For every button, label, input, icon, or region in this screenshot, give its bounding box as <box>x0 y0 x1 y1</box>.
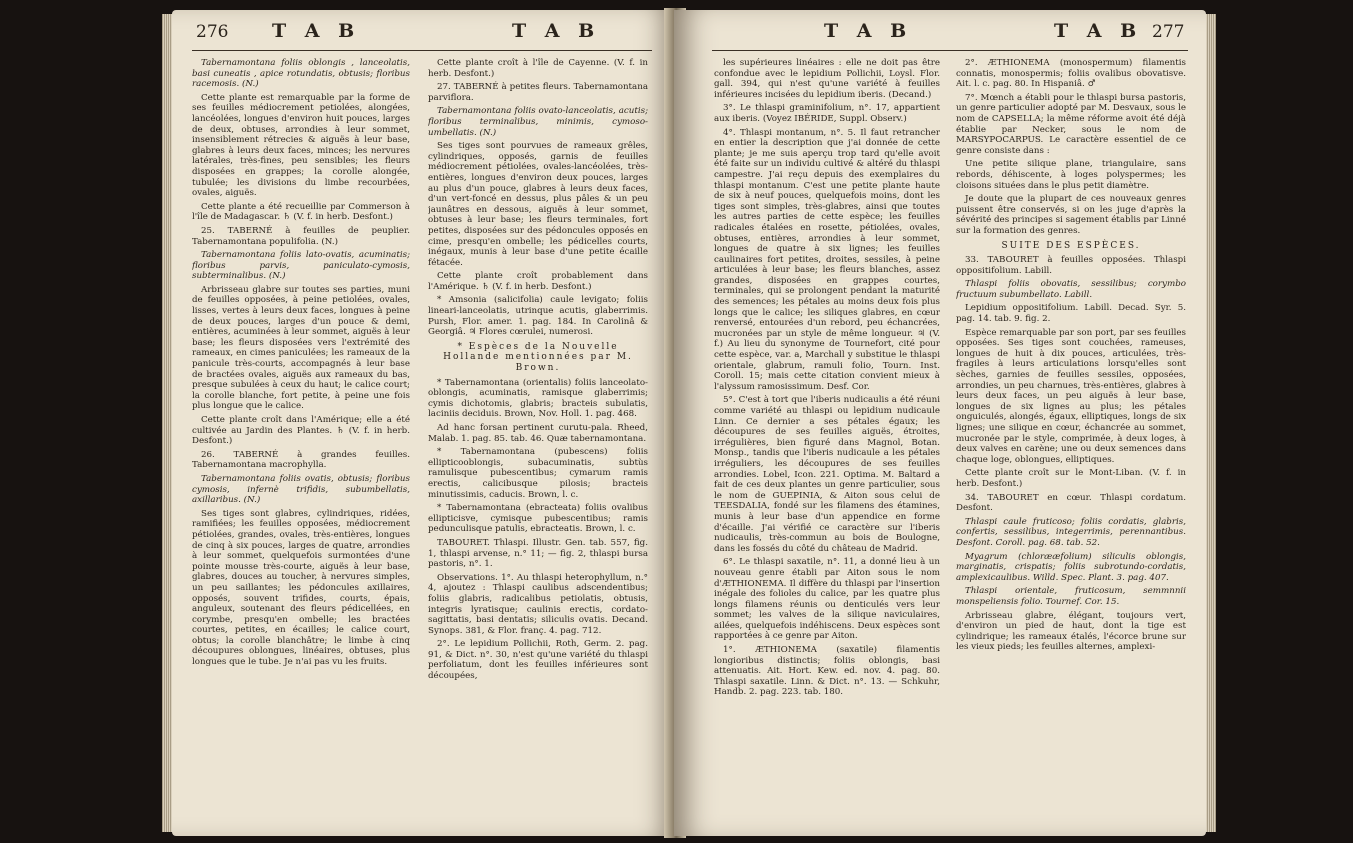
text-paragraph: les supérieures linéaires : elle ne doit pas être confondue avec le lepidium Pollichii, Loysl. Flor. gall. 394, qui n'est qu'une variété à feuilles inférieures incisées du lepidium iberis. (Decand.) <box>714 58 940 100</box>
text-paragraph: Thlaspi caule fruticoso; foliis cordatis, glabris, confertis, sessilibus, integerrimis, perennantibus. Desfont. Coroll. pag. 68. tab. 52. <box>956 516 1186 548</box>
text-paragraph: Espèce remarquable par son port, par ses feuilles opposées. Ses tiges sont couchées, rameuses, longues de huit à dix pouces, articulées, très-fragiles à leurs articulations lorsqu'elles sont sèches, garnies de feuilles sessiles, opposées, arrondies, un peu charnues, très-entières, glabres à leurs deux faces, un peu aiguës à leur base, longues de six lignes au plus; les pétales onguiculés, alongés, égaux, elliptiques, longs de six lignes; une silique en cœur, échancrée au sommet, mucronée par le style, comprimée, à deux loges, à deux valves en carène; une ou deux semences dans chaque loge, oblongues, elliptiques. <box>956 327 1186 465</box>
text-paragraph: Tabernamontana foliis oblongis , lanceolatis, basi cuneatis , apice rotundatis, obtusis; floribus racemosis. (N.) <box>192 58 410 90</box>
text-paragraph: Thlaspi foliis obovatis, sessilibus; corymbo fructuum subumbellato. Labill. <box>956 279 1186 300</box>
text-paragraph: 5°. C'est à tort que l'iberis nudicaulis a été réuni comme variété au thlaspi ou lepidium nudicaule Linn. Ce dernier a ses pétales égaux; les découpures de ses feuilles aiguës, étroites, irrégulières, bien figuré dans Magnol, Botan. Monsp., tandis que l'iberis nudicaule a les pétales irréguliers, les découpures de ses feuilles arrondies. Lobel, Icon. 221. Optima. M. Baltard a fait de ces deux plantes un genre particulier, sous le nom de GUEPINIA, & Aiton sous celui de TEESDALIA, fondé sur les filamens des étamines, munis à leur base d'un appendice en forme d'écaille. J'ai vérifié ce caractère sur l'iberis nudicaulis, très-commun au bois de Boulogne, dans les fossés du côté du château de Madrid. <box>714 395 940 554</box>
text-paragraph: 33. TABOURET à feuilles opposées. Thlaspi oppositifolium. Labill. <box>956 255 1186 276</box>
running-head-left-1: T A B <box>272 20 361 42</box>
text-paragraph: Lepidium oppositifolium. Labill. Decad. Syr. 5. pag. 14. tab. 9. fig. 2. <box>956 303 1186 325</box>
text-paragraph: * Tabernamontana (orientalis) foliis lanceolato-oblongis, acuminatis, ramisque glaberrimis; cymis dichotomis, glabris; bracteis subulatis, laciniis deciduis. Brown, Nov. Holl. 1. pag. 468. <box>428 377 648 420</box>
section-heading: SUITE DES ESPÈCES. <box>1001 240 1141 251</box>
text-paragraph: Cette plante croît à l'île de Cayenne. (V. f. in herb. Desfont.) <box>428 58 648 79</box>
text-paragraph: Observations. 1°. Au thlaspi heterophyllum, n.° 4, ajoutez : Thlaspi caulibus adscendentibus; foliis glabris, radicalibus petiolatis, obtusis, integris lyratisque; caulinis erectis, cordato-sagittatis, basi dentatis; siliculis ovatis. Decand. Synops. 381, & Flor. franç. 4. pag. 712. <box>428 572 648 636</box>
text-paragraph: 3°. Le thlaspi graminifolium, n°. 17, appartient aux iberis. (Voyez IBÉRIDE, Suppl. Observ.) <box>714 103 940 124</box>
text-paragraph: 27. TABERNÉ à petites fleurs. Tabernamontana parviflora. <box>428 82 648 103</box>
text-paragraph: Ses tiges sont glabres, cylindriques, ridées, ramifiées; les feuilles opposées, médiocrement pétiolées, grandes, ovales, très-entières, longues de cinq à six pouces, larges de quatre, arrondies à leur sommet, quelquefois surmontées d'une pointe mousse très-courte, aiguës à leur base, glabres, douces au toucher, à nervures simples, un peu saillantes; les pédoncules axillaires, opposés, souvent trifides, courts, épais, anguleux, soutenant des fleurs pédicellées, en corymbe, presqu'en ombelle; les bractées courtes, petites, en écailles; le calice court, obtus; la corolle blanchâtre; le limbe à cinq découpures oblongues, linéaires, obtuses, plus longues que le tube. Je n'ai pas vu les fruits. <box>192 508 410 668</box>
text-paragraph: Cette plante croît sur le Mont-Liban. (V. f. in herb. Desfont.) <box>956 468 1186 489</box>
running-head-right-2: T A B <box>1054 20 1143 42</box>
text-paragraph: Cette plante croît dans l'Amérique; elle a été cultivée au Jardin des Plantes. ♄ (V. f. in herb. Desfont.) <box>192 415 410 447</box>
text-paragraph: Ses tiges sont pourvues de rameaux grêles, cylindriques, opposés, garnis de feuilles médiocrement pétiolées, ovales-lancéolées, très-entières, longues d'environ deux pouces, larges au plus d'un pouce, glabres à leurs deux faces, d'un vert-foncé en dessus, plus pâles & un peu jaunâtres en dessous, aiguës à leur sommet, obtuses à leur base; les fleurs terminales, fort petites, disposées sur des pédoncules opposés en cime, presqu'en ombelle; les pédicelles courts, inégaux, munis à leur base d'une petite écaille fétacée. <box>428 141 648 268</box>
text-paragraph: TABOURET. Thlaspi. Illustr. Gen. tab. 557, fig. 1, thlaspi arvense, n.° 11; — fig. 2, thlaspi bursa pastoris, n°. 1. <box>428 537 648 570</box>
text-paragraph: Arbrisseau glabre sur toutes ses parties, muni de feuilles opposées, à peine petiolées, ovales, lisses, vertes à leurs deux faces, longues à peine de deux pouces, larges d'un pouce & demi, entières, acuminées à leur sommet, aiguës à leur base; les fleurs disposées vers l'extrémité des rameaux, en cimes paniculées; les rameaux de la panicule très-courts, accompagnés à leur base de bractées ovales, aiguës aux rameaux du bas, presque subulées à ceux du haut; le calice court; la corolle blanche, fort petite, à peine une fois plus longue que le calice. <box>192 284 410 412</box>
text-paragraph: * Tabernamontana (ebracteata) foliis ovalibus ellipticisve, cymisque pubescentibus; ramis pedunculisque patulis, ebracteatis. Brown, l. c. <box>428 503 648 535</box>
text-paragraph: Tabernamontana foliis ovato-lanceolatis, acutis; floribus terminalibus, minimis, cymoso-umbellatis. (N.) <box>428 106 648 138</box>
text-paragraph: 1°. ÆTHIONEMA (saxatile) filamentis longioribus distinctis; foliis oblongis, basi attenuatis. Ait. Hort. Kew. ed. nov. 4. pag. 80. Thlaspi saxatile. Linn. & Dict. n°. 13. — Schkuhr, Handb. 2. pag. 223. tab. 180. <box>714 645 940 698</box>
text-paragraph: 26. TABERNÉ à grandes feuilles. Tabernamontana macrophylla. <box>192 449 410 471</box>
text-paragraph: Je doute que la plupart de ces nouveaux genres puissent être conservés, si on les juge d'après la sévérité des principes si sagement établis par Linné sur la formation des genres. <box>956 194 1186 236</box>
page-edge-right <box>1206 14 1216 832</box>
text-paragraph: Cette plante croît probablement dans l'Amérique. ♄ (V. f. in herb. Desfont.) <box>428 271 648 292</box>
text-paragraph: Tabernamontana foliis lato-ovatis, acuminatis; floribus parvis, paniculato-cymosis, subterminalibus. (N.) <box>192 250 410 282</box>
running-head-right-1: T A B <box>824 20 913 42</box>
text-paragraph: Arbrisseau glabre, élégant, toujours vert, d'environ un pied de haut, dont la tige est cylindrique; les rameaux étalés, l'écorce brune sur les vieux pieds; les feuilles alternes, amplexi- <box>956 610 1186 653</box>
text-paragraph: Une petite silique plane, triangulaire, sans rebords, déhiscente, à loges polyspermes; les cloisons situées dans le plus petit diamètre. <box>956 159 1186 191</box>
text-paragraph: Thlaspi orientale, fruticosum, semmnnii monspeliensis folio. Tournef. Cor. 15. <box>956 586 1186 607</box>
text-paragraph: 7°. Mœnch a établi pour le thlaspi bursa pastoris, un genre particulier adopté par M. Desvaux, sous le nom de CAPSELLA; la même réforme avoit été déjà établie par Necker, sous le nom de MARSYPOCARPUS. Le caractère essentiel de ce genre consiste dans : <box>956 92 1186 156</box>
text-paragraph: Ad hanc forsan pertinent curutu-pala. Rheed, Malab. 1. pag. 85. tab. 46. Quæ tabernamontana. <box>428 423 648 444</box>
text-paragraph: Tabernamontana foliis ovatis, obtusis; floribus cymosis, infernè trifidis, subumbellatis, axillaribus. (N.) <box>192 473 410 506</box>
right-page <box>674 10 1206 836</box>
right-column-1 <box>714 58 940 830</box>
page-number-right: 277 <box>1152 22 1185 42</box>
header-rule-left <box>192 50 652 51</box>
running-head-left-2: T A B <box>512 20 601 42</box>
page-edge-left <box>162 14 172 832</box>
header-rule-right <box>712 50 1188 51</box>
left-page <box>172 10 674 836</box>
text-paragraph: Myagrum (chlorææfolium) siliculis oblongis, marginatis, crispatis; foliis subrotundo-cordatis, amplexicaulibus. Willd. Spec. Plant. 3. pag. 407. <box>956 551 1186 583</box>
text-paragraph: 6°. Le thlaspi saxatile, n°. 11, a donné lieu à un nouveau genre établi par Aiton sous le nom d'ÆTHIONEMA. Il diffère du thlaspi par l'insertion inégale des folioles du calice, par les quatre plus longs filamens réunis ou denticulés vers leur sommet; les valves de la silique naviculaires, ailées, quelquefois indéhiscens. Deux espèces sont rapportées à ce genre par Aiton. <box>714 557 940 642</box>
text-paragraph: 2°. Le lepidium Pollichii, Roth, Germ. 2. pag. 91, & Dict. n°. 30, n'est qu'une variété du thlaspi perfoliatum, dont les feuilles inférieures sont découpées, <box>428 639 648 682</box>
right-column-2 <box>956 58 1186 830</box>
text-paragraph: * Amsonia (salicifolia) caule levigato; foliis lineari-lanceolatis, utrinque acutis, glaberrimis. Pursh, Flor. amer. 1. pag. 184. In Carolinâ & Georgiâ. ♃ Flores cœrulei, numerosi. <box>428 295 648 338</box>
text-paragraph: Cette plante a été recueillie par Commerson à l'île de Madagascar. ♄ (V. f. in herb. Desfont.) <box>192 201 410 223</box>
text-paragraph: 4°. Thlaspi montanum, n°. 5. Il faut retrancher en entier la description que j'ai donnée de cette plante; je me suis aperçu trop tard qu'elle avoit été faite sur un individu cultivé & altéré du thlaspi campestre. J'ai reçu depuis des exemplaires du thlaspi montanum. C'est une petite plante haute de six à neuf pouces, quelquefois moins, dont les tiges sont simples, très-glabres, ainsi que toutes les autres parties de cette espèce; les feuilles radicales étalées en rosette, pétiolées, ovales, obtuses, entières, arrondies à leur sommet, longues de quatre à six lignes; les feuilles caulinaires fort petites, droites, sessiles, à peine articulées à leur base; les fleurs blanches, assez grandes, disposées en grappes courtes, terminales, qui se prolongent pendant la maturité des semences; les pétales au moins deux fois plus longs que le calice; les siliques glabres, en cœur renversé, entourées d'un rebord, peu échancrées, mucronées par un style de même longueur. ♃ (V. f.) Au lieu du synonyme de Tournefort, cité pour cette espèce, var. a, Marchall y substitue le thlaspi orientale, glabrum, ramuli folio, Tourn. Inst. Coroll. 15; mais cette citation convient mieux à l'alyssum ramosissimum. Desf. Cor. <box>714 127 940 392</box>
text-paragraph: 2°. ÆTHIONEMA (monospermum) filamentis connatis, monospermis; foliis ovalibus obovatisve. Ait. l. c. pag. 80. In Hispaniâ. ♂ <box>956 58 1186 90</box>
section-heading: * Espèces de la Nouvelle Hollande mentionnées par M. Brown. <box>443 341 633 374</box>
text-paragraph: * Tabernamontana (pubescens) foliis ellipticooblongis, subacuminatis, subtùs ramulisque pubescentibus; cymarum ramis erectis, calicibusque pilosis; bracteis minutissimis, caducis. Brown, l. c. <box>428 447 648 500</box>
text-paragraph: 34. TABOURET en cœur. Thlaspi cordatum. Desfont. <box>956 492 1186 514</box>
text-paragraph: 25. TABERNÉ à feuilles de peuplier. Tabernamontana populifolia. (N.) <box>192 225 410 247</box>
left-column-1 <box>192 58 410 830</box>
page-number-left: 276 <box>196 22 229 42</box>
text-paragraph: Cette plante est remarquable par la forme de ses feuilles médiocrement petiolées, alongées, lancéolées, longues d'environ huit pouces, larges de deux, obtuses, arrondies à leur sommet, insensiblement rétrecies & aiguës à leur base, glabres à leurs deux faces, minces; les nervures latérales, très-fines, peu sensibles; les fleurs disposées en grappes; la corolle alongée, tubulée; les divisions du limbe recourbées, ovales, aiguës. <box>192 92 410 199</box>
left-column-2 <box>428 58 648 830</box>
